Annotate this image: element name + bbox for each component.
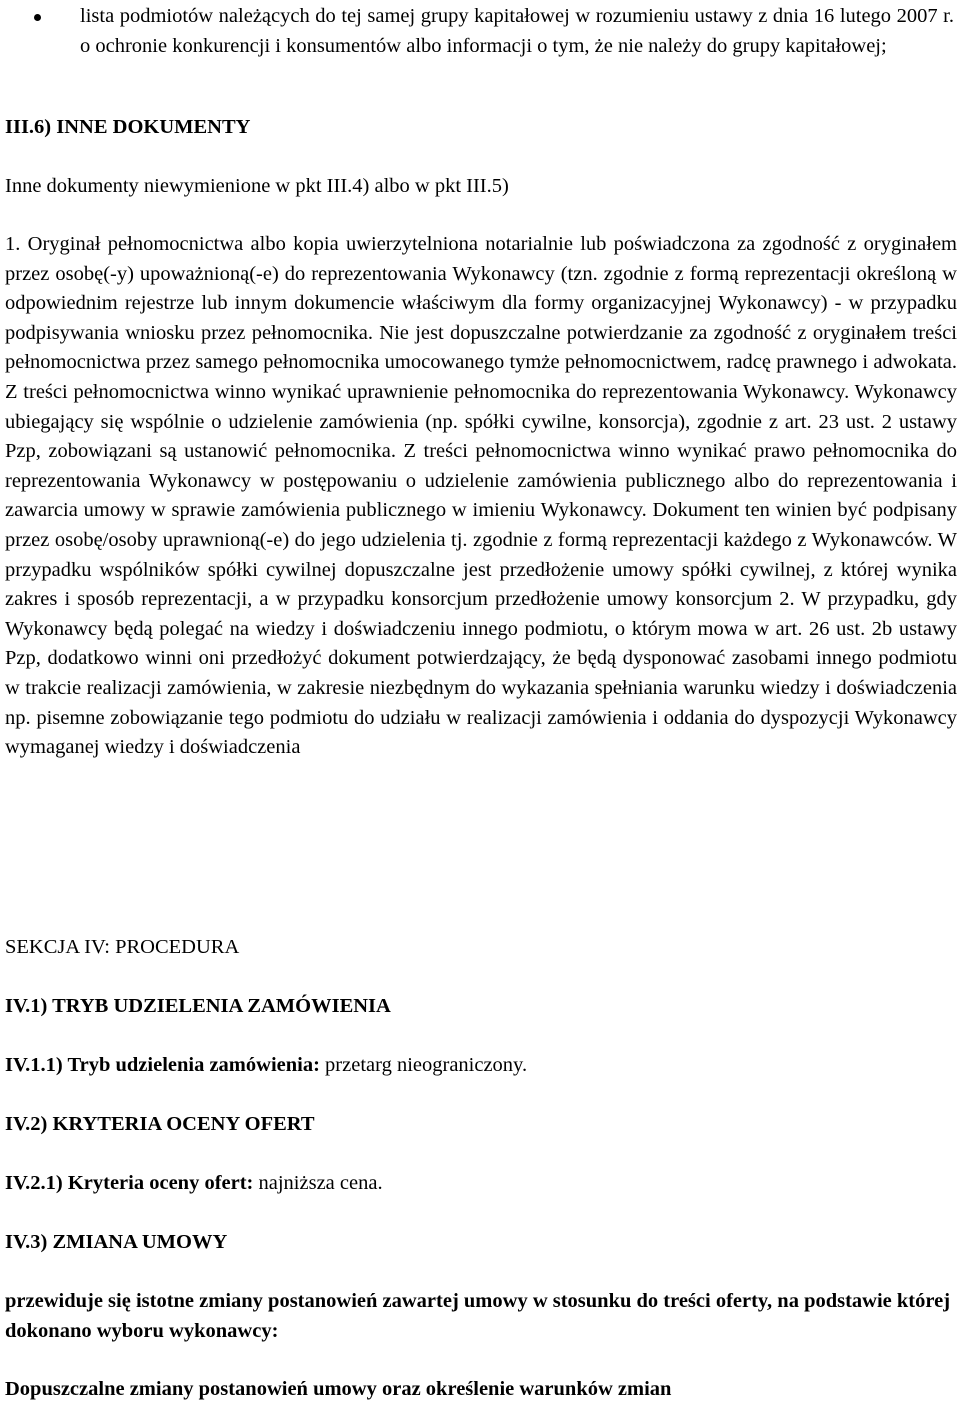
iv11-label: IV.1.1) Tryb udzielenia zamówienia: <box>5 1054 320 1076</box>
iv11-value: przetarg nieograniczony. <box>319 1054 528 1076</box>
iv3-subtext: Dopuszczalne zmiany postanowień umowy oraz określenie warunków zmian <box>5 1378 672 1400</box>
iv3-heading: IV.3) ZMIANA UMOWY <box>5 1231 228 1253</box>
iv3-text: przewiduje się istotne zmiany postanowień zawartej umowy w stosunku do treści oferty, na podstawie której dokonano wyboru wykonawcy: <box>5 1290 951 1342</box>
iv21-line <box>5 1169 957 1199</box>
bullet-item-text: lista podmiotów należących do tej samej grupy kapitałowej w rozumieniu ustawy z dnia 16 lutego 2007 r. o ochronie konkurencji i konsumentów albo informacji o tym, że nie należy do grupy kapitałowej; <box>80 5 954 57</box>
section-iii6-body: 1. Oryginał pełnomocnictwa albo kopia uwierzytelniona notarialnie lub poświadczona za zgodność z oryginałem przez osobę(-y) upoważnioną(-e) do reprezentowania Wykonawcy (tzn. zgodnie z formą reprezentacji określoną w odpowiednim rejestrze lub innym dokumencie właściwym dla formy organizacyjnej Wykonawcy) - w przypadku podpisywania wniosku przez pełnomocnika. Nie jest dopuszczalne potwierdzanie za zgodność z oryginałem treści pełnomocnictwa przez samego pełnomocnika umocowanego tymże pełnomocnictwem, radcę prawnego i adwokata. Z treści pełnomocnictwa winno wynikać uprawnienie pełnomocnika do reprezentowania Wykonawcy. Wykonawcy ubiegający się wspólnie o udzielenie zamówienia (np. spółki cywilne, konsorcja), zgodnie z art. 23 ust. 2 ustawy Pzp, zobowiązani są ustanowić pełnomocnika. Z treści pełnomocnictwa winno wynikać prawo pełnomocnika do reprezentowania Wykonawcy w postępowaniu o udzielenie zamówienia publicznego albo do reprezentowania i zawarcia umowy w sprawie zamówienia publicznego w imieniu Wykonawcy. Dokument ten winien być podpisany przez osobę/osoby uprawnioną(-e) do jego udzielenia tj. zgodnie z formą reprezentacji każdego z Wykonawców. W przypadku wspólników spółki cywilnej dopuszczalne jest przedłożenie umowy spółki cywilnej, z której wynika zakres i sposób reprezentacji, a w przypadku konsorcjum przedłożenie umowy konsorcjum 2. W przypadku, gdy Wykonawcy będą polegać na wiedzy i doświadczeniu innego podmiotu, o którym mowa w art. 26 ust. 2b ustawy Pzp, dodatkowo winni oni przedłożyć dokument potwierdzający, że będą dysponować zasobami innego podmiotu w trakcie realizacji zamówienia, w zakresie niezbędnym do wykazania spełniania warunku wiedzy i doświadczenia np. pisemne zobowiązanie tego podmiotu do udziału w realizacji zamówienia i oddania do dyspozycji Wykonawcy wymaganej wiedzy i doświadczenia <box>5 233 957 759</box>
section-iv-heading: SEKCJA IV: PROCEDURA <box>5 936 240 958</box>
section-iii6-intro: Inne dokumenty niewymienione w pkt III.4) albo w pkt III.5) <box>5 175 509 197</box>
iv2-heading: IV.2) KRYTERIA OCENY OFERT <box>5 1113 315 1135</box>
iv21-value: najniższa cena. <box>253 1172 383 1194</box>
iv21-label: IV.2.1) Kryteria oceny ofert: <box>5 1172 254 1194</box>
iv11-line <box>5 1051 957 1081</box>
bullet-dot-icon <box>34 14 41 21</box>
iv1-heading: IV.1) TRYB UDZIELENIA ZAMÓWIENIA <box>5 995 391 1017</box>
section-iii6-heading: III.6) INNE DOKUMENTY <box>5 116 251 138</box>
